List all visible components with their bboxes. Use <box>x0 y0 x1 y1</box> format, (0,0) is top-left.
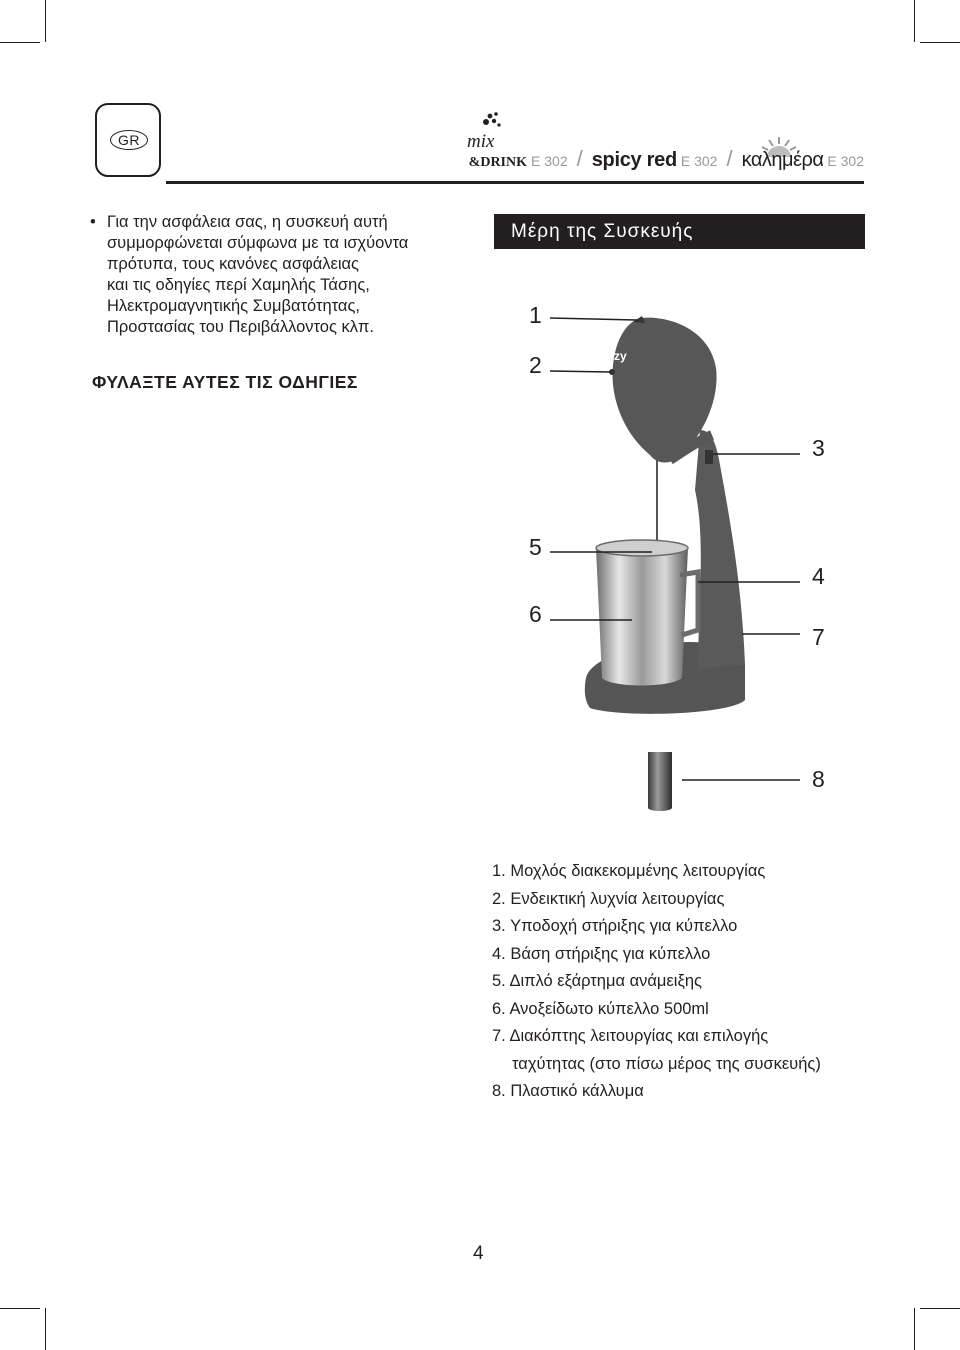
drink-brand: &DRINK <box>468 155 528 170</box>
intro-text <box>107 212 470 338</box>
callout-7: 7 <box>812 624 825 650</box>
crop-mark <box>920 1308 960 1309</box>
callout-8: 8 <box>812 766 825 792</box>
safety-intro <box>90 212 470 338</box>
appliance-diagram <box>520 290 840 830</box>
intro-line: Προστασίας του Περιβάλλοντος κλπ. <box>107 318 374 336</box>
part-item: 1. Μοχλός διακεκομμένης λειτουργίας <box>492 862 766 880</box>
part-text: Υποδοχή στήριξης για κύπελλο <box>510 917 738 935</box>
cup-holder <box>705 450 713 464</box>
part-text: Πλαστικό κάλλυμα <box>510 1082 644 1100</box>
part-item: 3. Υποδοχή στήριξης για κύπελλο <box>492 917 738 935</box>
intro-line: συμμορφώνεται σύμφωνα με τα ισχύοντα <box>107 234 409 252</box>
callout-2: 2 <box>529 352 542 378</box>
part-text: Βάση στήριξης για κύπελλο <box>510 944 711 963</box>
intro-line: πρότυπα, τους κανόνες ασφάλειας <box>107 255 360 273</box>
plastic-cover <box>648 752 672 811</box>
model-number: E 302 <box>680 153 718 169</box>
part-item: 4. Βάση στήριξης για κύπελλο <box>492 944 711 963</box>
callout-3: 3 <box>812 435 825 461</box>
model-number: E 302 <box>531 153 568 169</box>
callout-4: 4 <box>812 563 825 589</box>
parts-list <box>492 858 872 1106</box>
svg-text:zy: zy <box>614 349 627 363</box>
language-badge: GR <box>110 130 148 150</box>
callout-1: 1 <box>529 302 542 328</box>
crop-mark <box>0 1308 40 1309</box>
callout-6: 6 <box>529 601 542 627</box>
language-tab <box>95 103 161 177</box>
brand-separator: / <box>726 146 733 171</box>
brand-separator: / <box>576 146 583 171</box>
keep-instructions-warning: ΦΥΛΑΞΤΕ ΑΥΤΕΣ ΤΙΣ ΟΔΗΓΙΕΣ <box>92 372 358 392</box>
section-title: Μέρη της Συσκευής <box>494 214 865 249</box>
part-item: 2. Ενδεικτική λυχνία λειτουργίας <box>492 889 725 908</box>
part-item: 7. Διακόπτης λειτουργίας και επιλογής ταχύτητας (στο πίσω μέρος της συσκευής) <box>492 1023 872 1078</box>
kalimera-brand: καλημέρα <box>741 149 824 171</box>
part-item: 5. Διπλό εξάρτημα ανάμειξης <box>492 972 702 990</box>
steel-cup <box>596 548 688 686</box>
bullet: • <box>90 213 96 231</box>
crop-mark <box>914 1308 915 1350</box>
part-item: 6. Ανοξείδωτο κύπελλο 500ml <box>492 999 709 1018</box>
mixer-column <box>695 430 745 668</box>
model-number: E 302 <box>827 153 864 169</box>
part-item: 8. Πλαστικό κάλλυμα <box>492 1082 644 1100</box>
intro-line: και τις οδηγίες περί Χαμηλής Τάσης, <box>107 276 370 294</box>
intro-line: Για την ασφάλεια σας, η συσκευή αυτή <box>107 213 388 231</box>
intro-line: Ηλεκτρομαγνητικής Συμβατότητας, <box>107 297 360 315</box>
part-text: Μοχλός διακεκομμένης λειτουργίας <box>510 862 766 880</box>
crop-mark <box>0 42 40 43</box>
crop-mark <box>45 0 46 42</box>
part-text: Διπλό εξάρτημα ανάμειξης <box>509 972 702 990</box>
crop-mark <box>914 0 915 42</box>
crop-mark <box>920 42 960 43</box>
part-text: Ανοξείδωτο κύπελλο 500ml <box>509 999 709 1018</box>
mixer-illustration <box>520 290 840 830</box>
callout-5: 5 <box>529 534 542 560</box>
svg-text:mix: mix <box>467 131 495 152</box>
spicy-red-brand: spicy red <box>591 149 677 171</box>
header-rule <box>166 181 864 184</box>
part-text: Διακόπτης λειτουργίας και επιλογής <box>509 1027 769 1045</box>
brand-line <box>469 146 864 176</box>
page-number: 4 <box>473 1243 484 1264</box>
crop-mark <box>45 1308 46 1350</box>
part-text-continuation: ταχύτητας (στο πίσω μέρος της συσκευής) <box>512 1054 821 1073</box>
part-text: Ενδεικτική λυχνία λειτουργίας <box>510 889 725 908</box>
